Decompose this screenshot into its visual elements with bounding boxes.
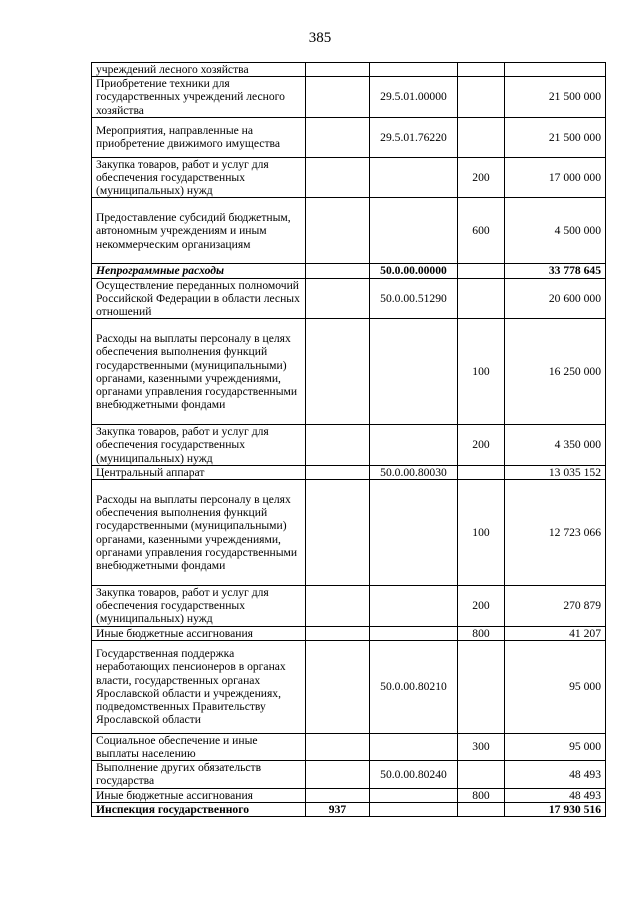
row-name-cell: Мероприятия, направленные на приобретение движимого имущества: [92, 117, 306, 157]
row-sum-cell: 33 778 645: [505, 264, 606, 278]
row-dept-cell: [306, 425, 370, 466]
table-row: [92, 198, 606, 264]
row-code-cell: [370, 586, 458, 627]
row-sum-cell: 21 500 000: [505, 77, 606, 118]
row-code-cell: [370, 626, 458, 640]
row-sum-cell: 95 000: [505, 733, 606, 760]
row-code-cell: [370, 425, 458, 466]
page-number: 385: [308, 30, 332, 46]
row-name-cell: Осуществление переданных полномочий Российской Федерации в области лесных отношений: [92, 278, 306, 319]
row-sum-cell: 4 500 000: [505, 198, 606, 264]
row-dept-cell: [306, 733, 370, 760]
row-type-cell: [458, 264, 505, 278]
table-row: [92, 802, 606, 816]
row-name-cell: Социальное обеспечение и иные выплаты населению: [92, 733, 306, 760]
row-dept-cell: [306, 278, 370, 319]
row-sum-cell: 21 500 000: [505, 117, 606, 157]
row-type-cell: 200: [458, 157, 505, 198]
row-code-cell: 29.5.01.76220: [370, 117, 458, 157]
row-type-cell: [458, 77, 505, 118]
row-name-cell: Расходы на выплаты персоналу в целях обеспечения выполнения функций государственными (муниципальными) органами, казенными учреждениями, органами управления государственными внебюджетными фондами: [92, 319, 306, 425]
row-code-cell: [370, 802, 458, 816]
row-sum-cell: 4 350 000: [505, 425, 606, 466]
table-row: [92, 733, 606, 760]
row-dept-cell: [306, 63, 370, 77]
row-code-cell: 50.0.00.80030: [370, 465, 458, 479]
row-code-cell: 29.5.01.00000: [370, 77, 458, 118]
row-name-cell: Закупка товаров, работ и услуг для обеспечения государственных (муниципальных) нужд: [92, 425, 306, 466]
row-sum-cell: 17 930 516: [505, 802, 606, 816]
row-sum-cell: 20 600 000: [505, 278, 606, 319]
row-name-cell: Закупка товаров, работ и услуг для обеспечения государственных (муниципальных) нужд: [92, 157, 306, 198]
row-name-cell: учреждений лесного хозяйства: [92, 63, 306, 77]
row-type-cell: 200: [458, 425, 505, 466]
table-row: [92, 425, 606, 466]
table-row: [92, 480, 606, 586]
table-row: [92, 761, 606, 788]
table-row: [92, 319, 606, 425]
row-dept-cell: [306, 586, 370, 627]
row-type-cell: 200: [458, 586, 505, 627]
row-dept-cell: [306, 626, 370, 640]
row-name-cell: Предоставление субсидий бюджетным, автономным учреждениям и иным некоммерческим организациям: [92, 198, 306, 264]
row-dept-cell: [306, 465, 370, 479]
row-code-cell: [370, 480, 458, 586]
row-dept-cell: [306, 77, 370, 118]
table-row: [92, 157, 606, 198]
budget-table: [91, 62, 606, 817]
row-dept-cell: [306, 640, 370, 733]
row-dept-cell: 937: [306, 802, 370, 816]
row-sum-cell: 48 493: [505, 761, 606, 788]
row-name-cell: Приобретение техники для государственных учреждений лесного хозяйства: [92, 77, 306, 118]
row-type-cell: 600: [458, 198, 505, 264]
row-sum-cell: 270 879: [505, 586, 606, 627]
row-name-cell: Центральный аппарат: [92, 465, 306, 479]
row-code-cell: 50.0.00.00000: [370, 264, 458, 278]
table-row: [92, 278, 606, 319]
row-type-cell: [458, 802, 505, 816]
row-dept-cell: [306, 319, 370, 425]
row-type-cell: 800: [458, 788, 505, 802]
row-sum-cell: 16 250 000: [505, 319, 606, 425]
row-sum-cell: 17 000 000: [505, 157, 606, 198]
row-type-cell: 800: [458, 626, 505, 640]
row-sum-cell: 41 207: [505, 626, 606, 640]
row-dept-cell: [306, 198, 370, 264]
row-name-cell: Иные бюджетные ассигнования: [92, 626, 306, 640]
row-code-cell: [370, 788, 458, 802]
row-code-cell: [370, 319, 458, 425]
table-row: [92, 77, 606, 118]
row-name-cell: Непрограммные расходы: [92, 264, 306, 278]
table-row: [92, 640, 606, 733]
row-code-cell: [370, 63, 458, 77]
table-row: [92, 117, 606, 157]
row-dept-cell: [306, 157, 370, 198]
row-dept-cell: [306, 788, 370, 802]
table-row: [92, 626, 606, 640]
row-name-cell: Расходы на выплаты персоналу в целях обеспечения выполнения функций государственными (муниципальными) органами, казенными учреждениями, органами управления государственными внебюджетными фондами: [92, 480, 306, 586]
row-code-cell: [370, 198, 458, 264]
row-name-cell: Государственная поддержка неработающих пенсионеров в органах власти, государственных органах Ярославской области и учреждениях, подведомственных Правительству Ярославской области: [92, 640, 306, 733]
row-sum-cell: 13 035 152: [505, 465, 606, 479]
row-type-cell: 100: [458, 319, 505, 425]
row-name-cell: Иные бюджетные ассигнования: [92, 788, 306, 802]
table-row: [92, 264, 606, 278]
row-type-cell: [458, 761, 505, 788]
row-type-cell: [458, 63, 505, 77]
row-type-cell: 300: [458, 733, 505, 760]
row-sum-cell: [505, 63, 606, 77]
row-type-cell: [458, 278, 505, 319]
row-type-cell: [458, 117, 505, 157]
row-code-cell: [370, 157, 458, 198]
row-sum-cell: 48 493: [505, 788, 606, 802]
row-dept-cell: [306, 480, 370, 586]
row-type-cell: [458, 465, 505, 479]
row-dept-cell: [306, 264, 370, 278]
row-name-cell: Выполнение других обязательств государства: [92, 761, 306, 788]
row-code-cell: 50.0.00.80240: [370, 761, 458, 788]
row-sum-cell: 12 723 066: [505, 480, 606, 586]
row-dept-cell: [306, 117, 370, 157]
row-type-cell: [458, 640, 505, 733]
table-row: [92, 788, 606, 802]
table-row: [92, 586, 606, 627]
row-type-cell: 100: [458, 480, 505, 586]
row-dept-cell: [306, 761, 370, 788]
table-row: [92, 63, 606, 77]
row-code-cell: 50.0.00.80210: [370, 640, 458, 733]
budget-table-body: [92, 63, 606, 817]
row-code-cell: 50.0.00.51290: [370, 278, 458, 319]
table-row: [92, 465, 606, 479]
row-code-cell: [370, 733, 458, 760]
row-name-cell: Закупка товаров, работ и услуг для обеспечения государственных (муниципальных) нужд: [92, 586, 306, 627]
row-sum-cell: 95 000: [505, 640, 606, 733]
row-name-cell: Инспекция государственного: [92, 802, 306, 816]
